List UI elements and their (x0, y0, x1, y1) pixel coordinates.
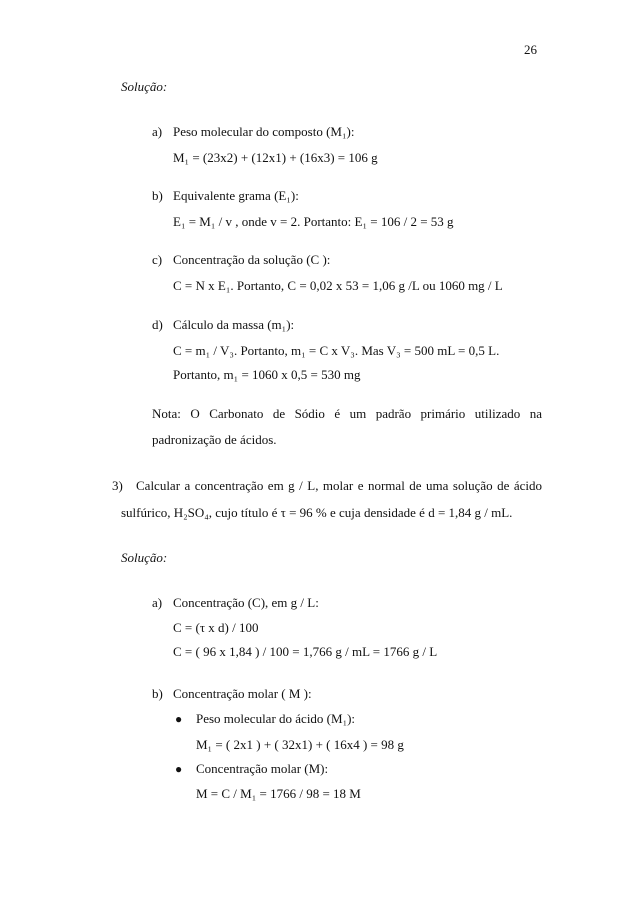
formula-line: C = m₁ / V₃. Portanto, m₁ = C x V₃. Mas V₃ = 500 mL = 0,5 L. (173, 343, 500, 358)
item-a-title (152, 595, 319, 611)
bullet-icon: ● (175, 762, 183, 776)
item-label: a) (152, 124, 163, 139)
formula-line: Portanto, m₁ = 1060 x 0,5 = 530 mg (173, 367, 361, 382)
page-number: 26 (524, 42, 537, 57)
problem-line-1: Calcular a concentração em g / L, molar e normal de uma solução de ácido (136, 478, 542, 493)
note-line-2: padronização de ácidos. (152, 432, 277, 447)
item-title-text: Concentração da solução (C ): (173, 252, 331, 267)
solution-heading: Solução: (121, 550, 168, 565)
item-b-title (152, 686, 312, 702)
item-label: d) (152, 317, 163, 332)
item-a-title (152, 124, 354, 140)
bullet-text: Concentração molar (M): (196, 761, 329, 776)
item-title-text: Equivalente grama (E₁): (173, 188, 299, 203)
item-d-title (152, 317, 294, 333)
item-label: c) (152, 252, 163, 267)
item-label: a) (152, 595, 163, 610)
item-title-text: Peso molecular do composto (M₁): (173, 124, 355, 139)
item-label: b) (152, 188, 163, 203)
item-title-text: Concentração molar ( M ): (173, 686, 312, 701)
formula-line: M₁ = ( 2x1 ) + ( 32x1) + ( 16x4 ) = 98 g (196, 737, 404, 752)
problem-number: 3) (112, 478, 123, 493)
solution-heading: Solução: (121, 79, 168, 94)
item-title-text: Cálculo da massa (m₁): (173, 317, 295, 332)
note-line-1: Nota: O Carbonato de Sódio é um padrão primário utilizado na (152, 406, 542, 421)
formula-line: M₁ = (23x2) + (12x1) + (16x3) = 106 g (173, 150, 378, 165)
item-b-title (152, 188, 299, 204)
item-title-text: Concentração (C), em g / L: (173, 595, 319, 610)
problem-line-2: sulfúrico, H₂SO₄, cujo título é τ = 96 % e cuja densidade é d = 1,84 g / mL. (121, 505, 513, 520)
formula-line: C = (τ x d) / 100 (173, 620, 259, 635)
item-label: b) (152, 686, 163, 701)
bullet-text: Peso molecular do ácido (M₁): (196, 711, 356, 726)
formula-line: M = C / M₁ = 1766 / 98 = 18 M (196, 786, 361, 801)
formula-line: C = ( 96 x 1,84 ) / 100 = 1,766 g / mL = 1766 g / L (173, 644, 438, 659)
formula-line: C = N x E₁. Portanto, C = 0,02 x 53 = 1,06 g /L ou 1060 mg / L (173, 278, 503, 293)
formula-line: E₁ = M₁ / v , onde v = 2. Portanto: E₁ = 106 / 2 = 53 g (173, 214, 454, 229)
item-c-title (152, 252, 330, 268)
bullet-icon: ● (175, 712, 183, 726)
